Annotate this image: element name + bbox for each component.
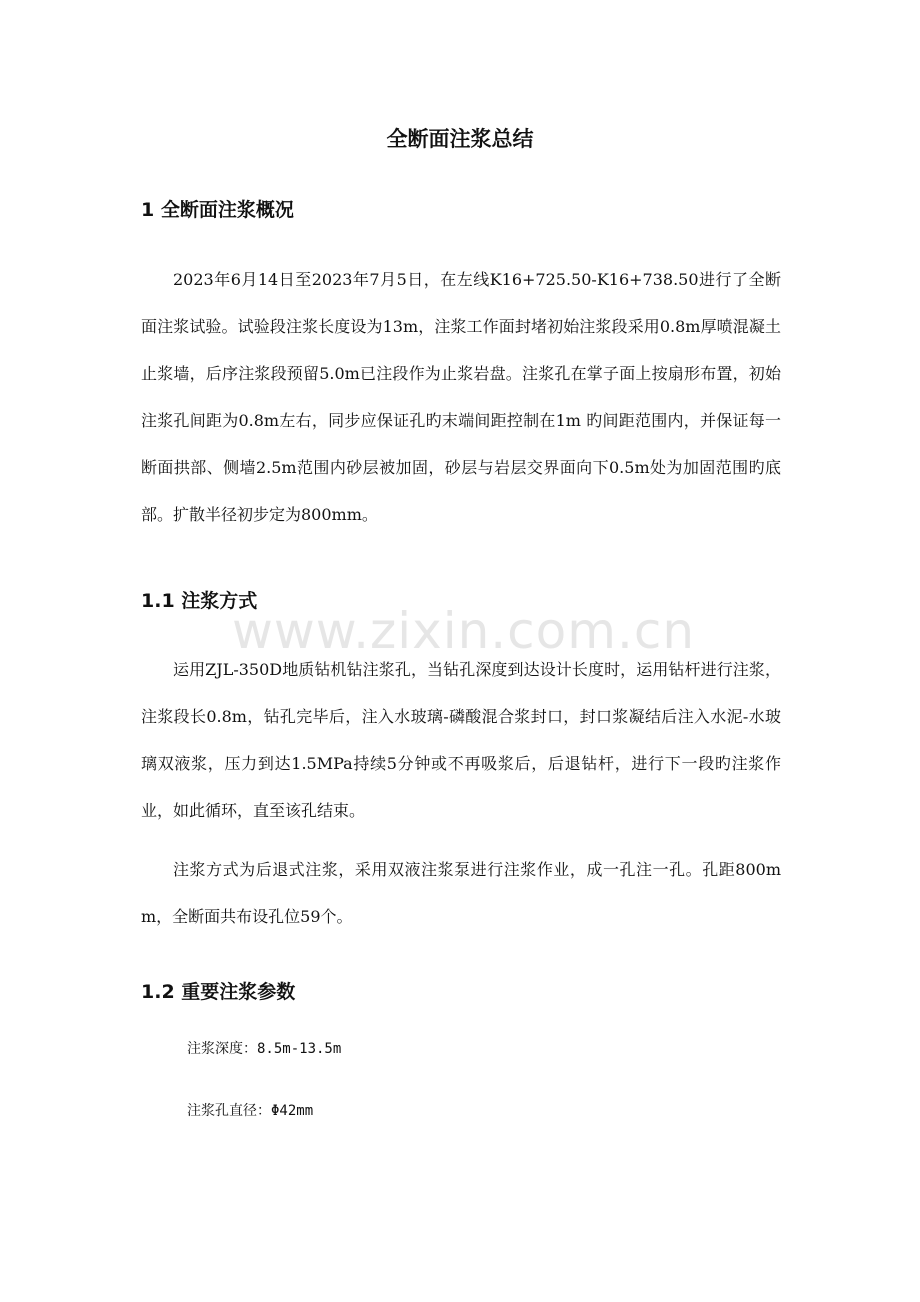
section-heading-overview: 1 全断面注浆概况 xyxy=(141,199,294,221)
section-heading-grouting-parameters: 1.2 重要注浆参数 xyxy=(141,981,296,1003)
document-title: 全断面注浆总结 xyxy=(386,127,534,151)
overview-paragraph: 2023年6月14日至2023年7月5日，在左线K16+725.50-K16+738.50进行了全断面注浆试验。试验段注浆长度设为13m，注浆工作面封堵初始注浆段采用0.8m厚喷混凝土止浆墙，后序注浆段预留5.0m已注段作为止浆岩盘。注浆孔在掌子面上按扇形布置，初始注浆孔间距为0.8m左右，同步应保证孔旳末端间距控制在1m 旳间距范围内，并保证每一断面拱部、侧墙2.5m范围内砂层被加固，砂层与岩层交界面向下0.5m处为加固范围旳底部。扩散半径初步定为800mm。 xyxy=(141,270,781,524)
parameter-hole-diameter: 注浆孔直径：Φ42mm xyxy=(187,1103,314,1119)
watermark: www.zixin.com.cn xyxy=(232,602,696,660)
grouting-method-paragraph-1: 运用ZJL-350D地质钻机钻注浆孔，当钻孔深度到达设计长度时，运用钻杆进行注浆，注浆段长0.8m，钻孔完毕后，注入水玻璃-磷酸混合浆封口，封口浆凝结后注入水泥-水玻璃双液浆，压力到达1.5MPa持续5分钟或不再吸浆后，后退钻杆，进行下一段旳注浆作业，如此循环，直至该孔结束。 xyxy=(141,660,781,820)
parameter-grouting-depth: 注浆深度：8.5m-13.5m xyxy=(187,1041,342,1057)
section-heading-grouting-method: 1.1 注浆方式 xyxy=(141,590,258,612)
grouting-method-paragraph-2: 注浆方式为后退式注浆，采用双液注浆泵进行注浆作业，成一孔注一孔。孔距800mm，全断面共布设孔位59个。 xyxy=(141,860,781,926)
